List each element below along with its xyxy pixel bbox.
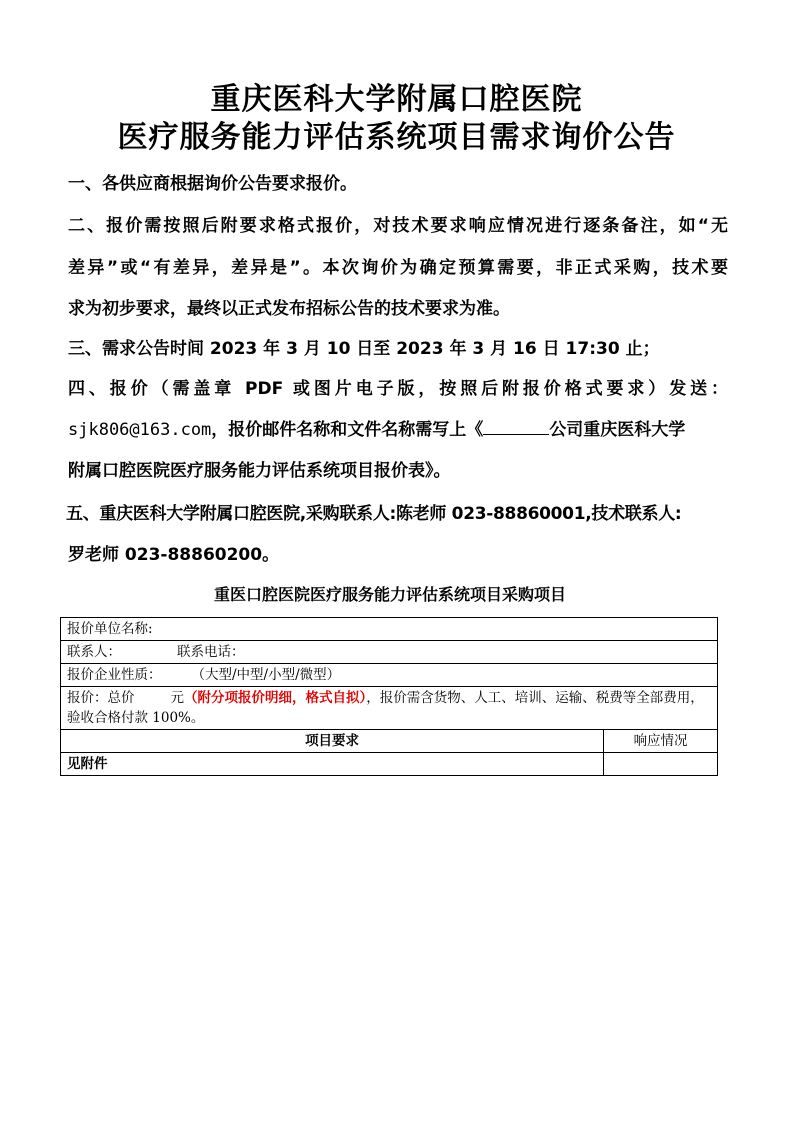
cell-attachment: 见附件 (61, 753, 604, 776)
price-unit: 元 (170, 690, 184, 706)
price-prefix: 报价：总价 (67, 690, 135, 706)
paragraph-2-line-1: 二、报价需按照后附要求格式报价，对技术要求响应情况进行逐条备注，如“无 (68, 216, 728, 236)
title-line-2: 医疗服务能力评估系统项目需求询价公告 (117, 120, 676, 155)
cell-unit-name[interactable] (61, 618, 718, 641)
table-row-nature (61, 664, 718, 687)
cell-price[interactable] (61, 687, 718, 730)
nature-label: 报价企业性质： (67, 667, 162, 683)
unit-name-label: 报价单位名称: (67, 621, 153, 637)
paragraph-4-line-2 (68, 410, 728, 450)
price-suffix: ，报价需含货物、人工、培训、运输、税费等全部费用，验收合格付款 100%。 (67, 690, 704, 726)
table-header-row (61, 730, 718, 753)
paragraph-3: 三、需求公告时间 2023 年 3 月 10 日至 2023 年 3 月 16 日 17:30 止； (68, 339, 660, 359)
price-note-red: （附分项报价明细，格式自拟） (184, 690, 367, 706)
company-name-blank (483, 420, 549, 435)
contact-label: 联系人： (67, 644, 121, 660)
paragraph-2-line-3: 求为初步要求，最终以正式发布招标公告的技术要求为准。 (68, 299, 510, 319)
paragraph-4-line-3: 附属口腔医院医疗服务能力评估系统项目报价表》。 (68, 461, 451, 481)
paragraph-4-line-1: 四、报价（需盖章 PDF 或图片电子版，按照后附报价格式要求）发送： (68, 379, 728, 399)
cell-contact[interactable] (61, 641, 718, 664)
table-row-unit (61, 618, 718, 641)
title-line-1: 重庆医科大学附属口腔医院 (210, 82, 583, 117)
email-address[interactable]: sjk806@163.com (68, 420, 212, 440)
phone-label: 联系电话： (177, 644, 245, 660)
paragraph-2-line-2: 差异”或“有差异，差异是”。本次询价为确定预算需要，非正式采购，技术要 (68, 258, 728, 278)
paragraph-5-line-2: 罗老师 023-88860200。 (68, 545, 280, 565)
paragraph-5-line-1: 五、重庆医科大学附属口腔医院,采购联系人:陈老师 023-88860001,技术联系人: (66, 504, 682, 524)
paragraph-4-line-2-end: 公司重庆医科大学 (549, 420, 686, 440)
table-row-contact (61, 641, 718, 664)
cell-response[interactable] (604, 753, 718, 776)
table-row-attachment (61, 753, 718, 776)
table-row-price (61, 687, 718, 730)
quotation-table (60, 617, 718, 776)
table-title: 重医口腔医院医疗服务能力评估系统项目采购项目 (213, 585, 566, 604)
cell-enterprise-nature[interactable] (61, 664, 718, 687)
header-requirements: 项目要求 (61, 730, 604, 753)
header-response: 响应情况 (604, 730, 718, 753)
nature-options: （大型/中型/小型/微型） (191, 667, 341, 683)
paragraph-4-line-2-mid: ，报价邮件名称和文件名称需写上《 (211, 420, 484, 440)
paragraph-1: 一、各供应商根据询价公告要求报价。 (68, 174, 357, 194)
